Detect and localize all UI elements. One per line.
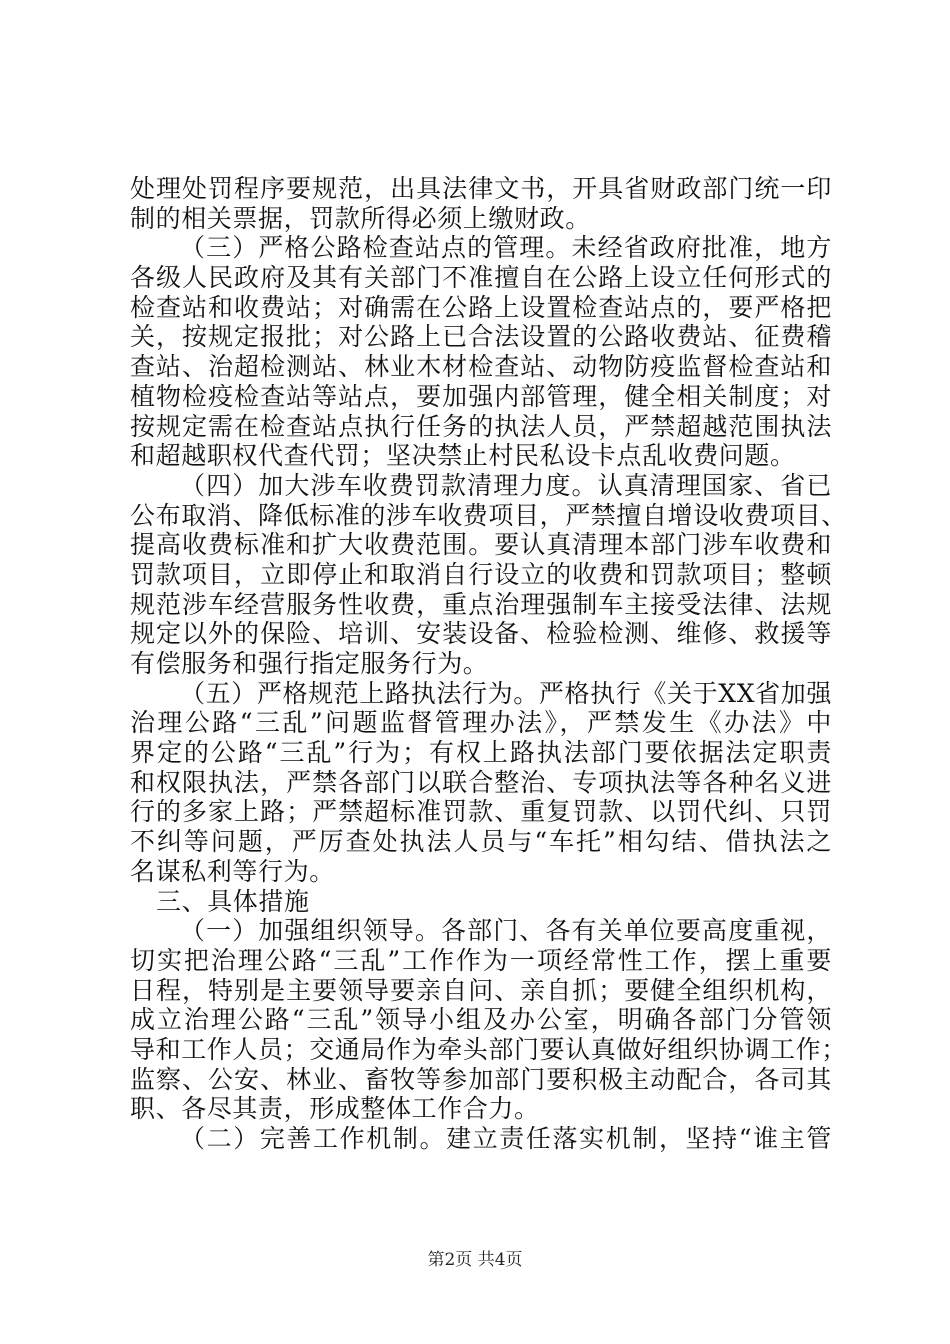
- text-line: 制的相关票据，罚款所得必须上缴财政。: [130, 203, 591, 233]
- page-number: 第2页 共4页: [427, 1250, 523, 1270]
- text-line: 和权限执法，严禁各部门以联合整治、专项执法等各种名义进: [130, 767, 832, 797]
- text-line: 导和工作人员；交通局作为牵头部门要认真做好组织协调工作；: [130, 1034, 847, 1064]
- text-line: 提高收费标准和扩大收费范围。要认真清理本部门涉车收费和: [130, 530, 832, 560]
- document-body: [130, 174, 847, 1154]
- paragraph-start-line: （五）严格规范上路执法行为。严格执行《关于XX省加强: [180, 678, 832, 708]
- text-line: 罚款项目，立即停止和取消自行设立的收费和罚款项目；整顿: [130, 559, 832, 589]
- text-line: 行的多家上路；严禁超标准罚款、重复罚款、以罚代纠、只罚: [130, 797, 832, 827]
- text-line: 关，按规定报批；对公路上已合法设置的公路收费站、征费稽: [130, 322, 832, 352]
- text-line: 治理公路“三乱”问题监督管理办法》，严禁发生《办法》中: [130, 708, 832, 738]
- text-line: 监察、公安、林业、畜牧等参加部门要积极主动配合，各司其: [130, 1064, 832, 1094]
- text-line: 日程，特别是主要领导要亲自问、亲自抓；要健全组织机构，: [130, 975, 832, 1005]
- text-line: 不纠等问题，严厉查处执法人员与“车托”相勾结、借执法之: [130, 827, 832, 857]
- text-line: 职、各尽其责，形成整体工作合力。: [130, 1094, 540, 1124]
- text-line: 规定以外的保险、培训、安装设备、检验检测、维修、救援等: [130, 619, 832, 649]
- text-line: 植物检疫检查站等站点，要加强内部管理，健全相关制度；对: [130, 381, 832, 411]
- text-line: 切实把治理公路“三乱”工作作为一项经常性工作，摆上重要: [130, 945, 832, 975]
- text-line: 成立治理公路“三乱”领导小组及办公室，明确各部门分管领: [130, 1005, 832, 1035]
- text-line: 检查站和收费站；对确需在公路上设置检查站点的，要严格把: [130, 292, 832, 322]
- text-line: 有偿服务和强行指定服务行为。: [130, 649, 489, 678]
- text-line: 规范涉车经营服务性收费，重点治理强制车主接受法律、法规: [130, 589, 832, 619]
- text-line: 和超越职权代查代罚；坚决禁止村民私设卡点乱收费问题。: [130, 441, 796, 471]
- text-line: 公布取消、降低标准的涉车收费项目，严禁擅自增设收费项目、: [130, 500, 847, 530]
- text-line: 处理处罚程序要规范，出具法律文书，开具省财政部门统一印: [130, 174, 832, 203]
- text-line: 按规定需在检查站点执行任务的执法人员，严禁超越范围执法: [130, 411, 832, 441]
- text-line: 查站、治超检测站、林业木材检查站、动物防疫监督检查站和: [130, 352, 832, 382]
- paragraph-start-line: （四）加大涉车收费罚款清理力度。认真清理国家、省已: [180, 470, 832, 500]
- paragraph-start-line: （三）严格公路检查站点的管理。未经省政府批准，地方: [180, 233, 832, 263]
- text-line: 各级人民政府及其有关部门不准擅自在公路上设立任何形式的: [130, 263, 832, 293]
- section-heading: 三、具体措施: [156, 886, 310, 916]
- paragraph-start-line: （二）完善工作机制。建立责任落实机制，坚持“谁主管: [180, 1124, 832, 1153]
- text-line: 界定的公路“三乱”行为；有权上路执法部门要依据法定职责: [130, 738, 832, 768]
- paragraph-start-line: （一）加强组织领导。各部门、各有关单位要高度重视，: [180, 916, 832, 946]
- text-line: 名谋私利等行为。: [130, 856, 335, 886]
